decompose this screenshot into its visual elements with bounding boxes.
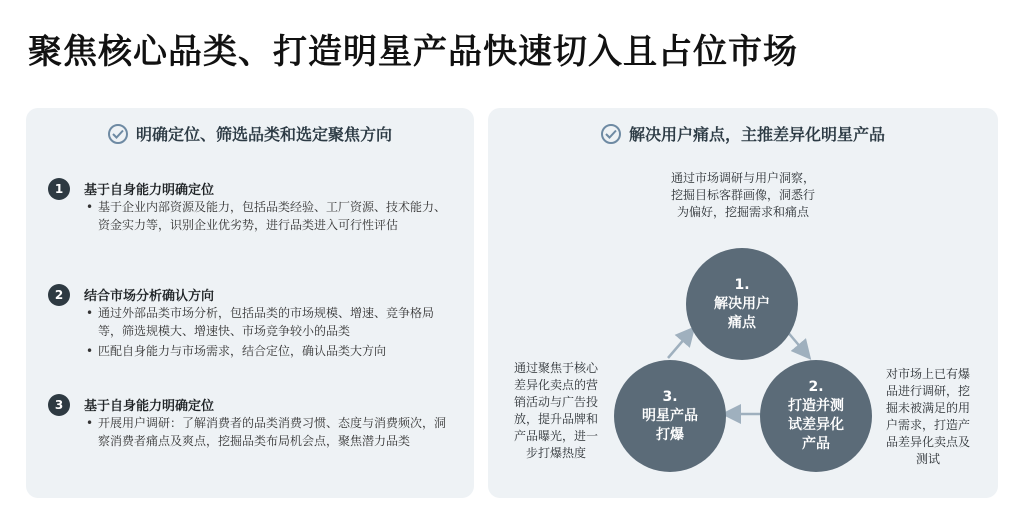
description-line: 销活动与广告投 bbox=[513, 395, 598, 409]
step-3-description bbox=[506, 360, 606, 462]
description-line: 通过市场调研与用户洞察， bbox=[670, 171, 815, 185]
star-product-panel-title: 解决用户痛点，主推差异化明星产品 bbox=[628, 125, 885, 144]
description-line: 品差异化卖点及 bbox=[885, 435, 970, 449]
cycle-step-label: 痛点 bbox=[728, 314, 756, 331]
cycle-step-number: 1. bbox=[734, 276, 750, 293]
step-number-badge: 3 bbox=[48, 394, 70, 416]
positioning-panel bbox=[26, 108, 474, 498]
positioning-panel-header bbox=[26, 122, 474, 145]
step-bullet-list bbox=[84, 198, 450, 236]
step-bullet: • 基于企业内部资源及能力，包括品类经验、工厂资源、技术能力、资金实力等，识别企业优劣势，进行品类进入可行性评估 bbox=[84, 198, 450, 234]
cycle-step-label: 打爆 bbox=[656, 426, 684, 443]
description-line: 为偏好，挖掘需求和痛点 bbox=[676, 205, 809, 219]
description-line: 差异化卖点的营 bbox=[513, 378, 598, 392]
description-line: 通过聚焦于核心 bbox=[513, 361, 598, 375]
cycle-step-number: 2. bbox=[808, 379, 824, 395]
check-circle-icon bbox=[108, 124, 128, 144]
cycle-step-label: 产品 bbox=[802, 436, 830, 452]
step-bullet: • 通过外部品类市场分析，包括品类的市场规模、增速、竞争格局等，筛选规模大、增速快、市场竞争较小的品类 bbox=[84, 304, 450, 340]
step-title: 基于自身能力明确定位 bbox=[84, 183, 215, 198]
step-title: 基于自身能力明确定位 bbox=[84, 399, 215, 414]
step-number-badge: 1 bbox=[48, 178, 70, 200]
description-line: 测试 bbox=[915, 452, 940, 466]
cycle-step-label: 试差异化 bbox=[788, 417, 844, 433]
step-number-badge: 2 bbox=[48, 284, 70, 306]
step-bullet-list bbox=[84, 414, 450, 452]
description-line: 品进行调研，挖 bbox=[885, 384, 970, 398]
description-line: 掘未被满足的用 bbox=[885, 401, 970, 415]
step-bullet: • 开展用户调研：了解消费者的品类消费习惯、态度与消费频次，洞察消费者痛点及爽点，挖掘品类布局机会点，聚焦潜力品类 bbox=[84, 414, 450, 450]
description-line: 放，提升品牌和 bbox=[513, 412, 598, 426]
cycle-step-1 bbox=[686, 248, 798, 360]
cycle-step-label: 解决用户 bbox=[714, 295, 770, 312]
cycle-step-label: 明星产品 bbox=[642, 407, 698, 424]
cycle-step-number: 3. bbox=[662, 388, 678, 405]
step-bullet-list bbox=[84, 304, 450, 362]
description-line: 步打爆热度 bbox=[525, 446, 586, 460]
step-bullet: • 匹配自身能力与市场需求，结合定位，确认品类大方向 bbox=[84, 342, 450, 360]
arrow-3-to-1 bbox=[668, 330, 692, 358]
star-product-panel bbox=[488, 108, 998, 498]
description-line: 挖掘目标客群画像，洞悉行 bbox=[670, 188, 815, 202]
positioning-panel-title: 明确定位、筛选品类和选定聚焦方向 bbox=[135, 125, 392, 144]
step-title: 结合市场分析确认方向 bbox=[84, 289, 215, 304]
step-2-description bbox=[878, 366, 978, 468]
cycle-step-3 bbox=[614, 360, 726, 472]
page-title: 聚焦核心品类、打造明星产品快速切入且占位市场 bbox=[28, 32, 798, 72]
description-line: 对市场上已有爆 bbox=[885, 367, 970, 381]
cycle-step-label: 打造并测 bbox=[788, 398, 844, 414]
cycle-step-2 bbox=[760, 360, 872, 472]
description-line: 户需求，打造产 bbox=[885, 418, 970, 432]
description-line: 产品曝光，进一 bbox=[513, 429, 598, 443]
